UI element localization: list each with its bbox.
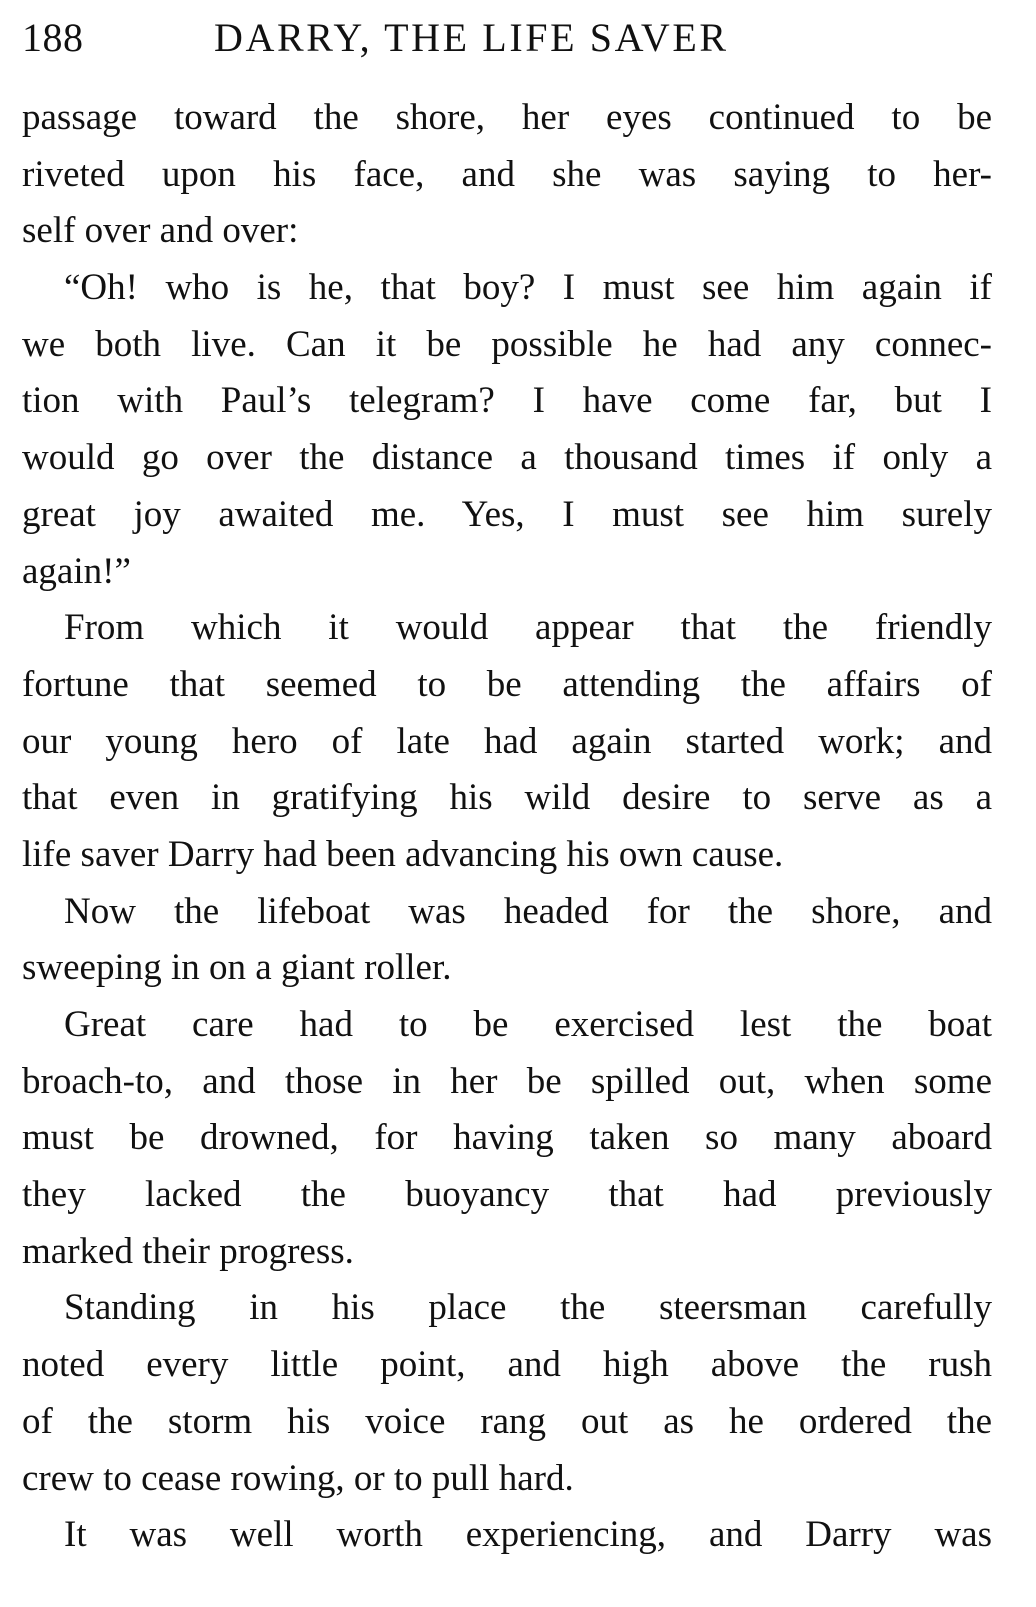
text-line: riveted upon his face, and she was saying to her- <box>22 153 992 195</box>
page-header <box>22 10 992 70</box>
text-line: we both live. Can it be possible he had any connec- <box>22 323 992 365</box>
text-line: our young hero of late had again started work; and <box>22 720 992 762</box>
text-line: fortune that seemed to be attending the affairs of <box>22 663 992 705</box>
text-line: again!” <box>22 550 131 592</box>
text-line: crew to cease rowing, or to pull hard. <box>22 1457 574 1499</box>
text-line: sweeping in on a giant roller. <box>22 947 452 989</box>
text-line: of the storm his voice rang out as he ordered the <box>22 1400 992 1442</box>
text-line: marked their progress. <box>22 1230 354 1272</box>
text-line: noted every little point, and high above the rush <box>22 1344 992 1386</box>
text-line: self over and over: <box>22 210 299 252</box>
text-line: tion with Paul’s telegram? I have come far, but I <box>22 380 992 422</box>
text-line: they lacked the buoyancy that had previously <box>22 1174 992 1216</box>
text-line: Great care had to be exercised lest the boat <box>64 1004 992 1045</box>
text-line: Standing in his place the steersman carefully <box>64 1287 992 1329</box>
body-text <box>22 90 992 1564</box>
text-line: It was well worth experiencing, and Darry was <box>64 1514 992 1556</box>
text-line: must be drowned, for having taken so many aboard <box>22 1117 992 1159</box>
text-line: broach-to, and those in her be spilled out, when some <box>22 1060 992 1102</box>
text-line: great joy awaited me. Yes, I must see him surely <box>22 493 992 535</box>
text-line: that even in gratifying his wild desire to serve as a <box>22 777 992 819</box>
text-line: From which it would appear that the friendly <box>64 607 992 649</box>
text-line: “Oh! who is he, that boy? I must see him again if <box>64 267 992 309</box>
text-line: passage toward the shore, her eyes continued to be <box>22 97 992 138</box>
running-head: DARRY, THE LIFE SAVER <box>214 15 729 60</box>
text-line: would go over the distance a thousand times if only a <box>22 437 992 479</box>
text-line: life saver Darry had been advancing his own cause. <box>22 833 784 875</box>
page-number: 188 <box>22 15 84 60</box>
text-line: Now the lifeboat was headed for the shore, and <box>64 890 992 932</box>
